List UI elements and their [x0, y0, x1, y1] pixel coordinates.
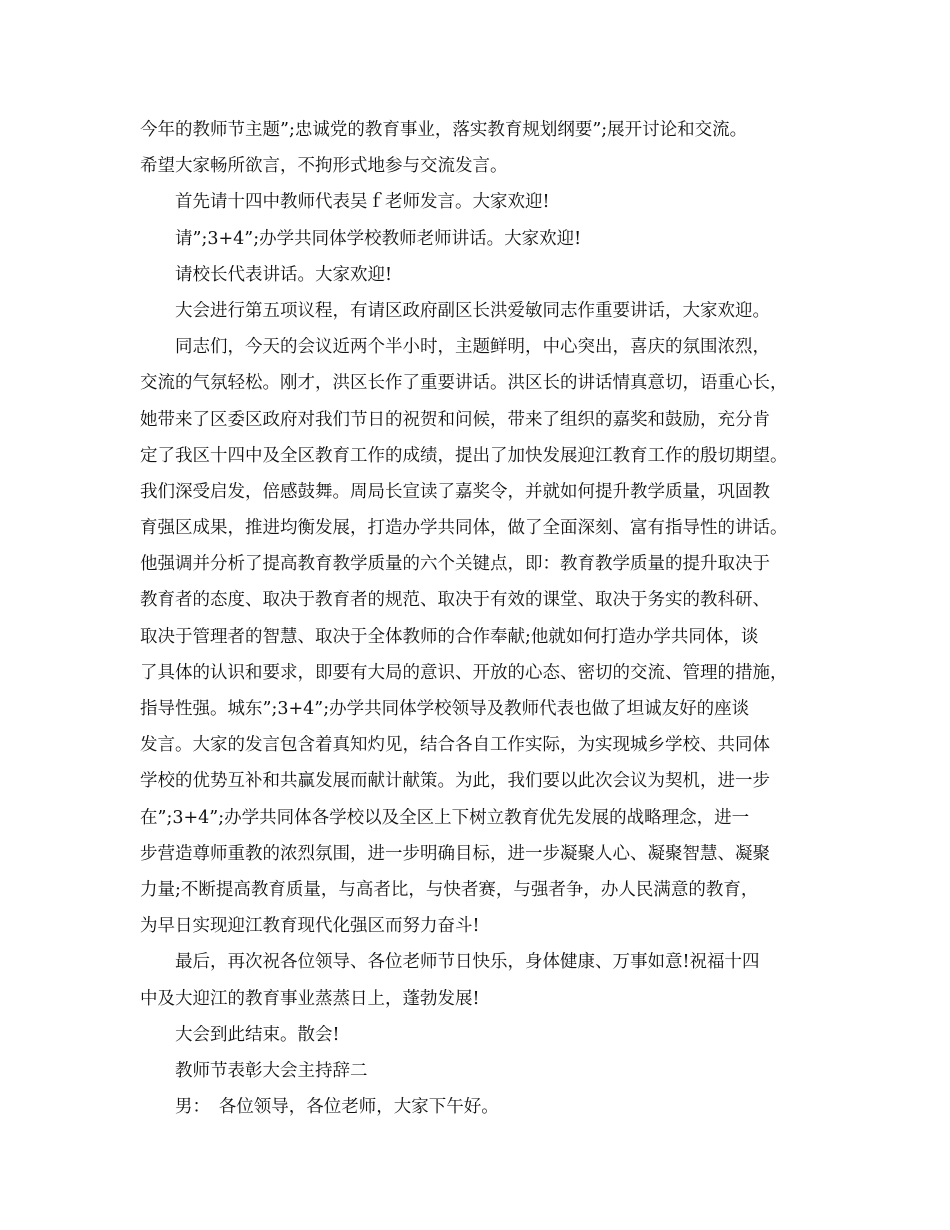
text-line: 为早日实现迎江教育现代化强区而努力奋斗!	[140, 916, 480, 937]
text-line: 交流的气氛轻松。刚才，洪区长作了重要讲话。洪区长的讲话情真意切，语重心长，	[140, 373, 788, 394]
text-line: 她带来了区委区政府对我们节日的祝贺和问候，带来了组织的嘉奖和鼓励，充分肯	[140, 409, 770, 430]
text-line: 发言。大家的发言包含着真知灼见，结合各自工作实际，为实现城乡学校、共同体	[140, 735, 770, 756]
text-line: 步营造尊师重教的浓烈氛围，进一步明确目标，进一步凝聚人心、凝聚智慧、凝聚	[140, 843, 770, 864]
text-line: 在”;3+4”;办学共同体各学校以及全区上下树立教育优先发展的战略理念，进一	[140, 807, 750, 828]
text-line: 取决于管理者的智慧、取决于全体教师的合作奉献;他就如何打造办学共同体，谈	[140, 626, 759, 647]
text-line: 大会进行第五项议程，有请区政府副区长洪爱敏同志作重要讲话，大家欢迎。	[175, 300, 770, 321]
text-line: 我们深受启发，倍感鼓舞。周局长宣读了嘉奖令，并就如何提升教学质量，巩固教	[140, 481, 770, 502]
text-line: 教育者的态度、取决于教育者的规范、取决于有效的课堂、取决于务实的教科研、	[140, 590, 770, 611]
text-line: 请校长代表讲话。大家欢迎!	[175, 264, 393, 285]
text-line: 育强区成果，推进均衡发展，打造办学共同体，做了全面深刻、富有指导性的讲话。	[140, 518, 788, 539]
text-line: 力量;不断提高教育质量，与高者比，与快者赛，与强者争，办人民满意的教育，	[140, 879, 759, 900]
text-line: 首先请十四中教师代表吴ｆ老师发言。大家欢迎!	[175, 192, 550, 213]
text-line: 他强调并分析了提高教育教学质量的六个关键点，即：教育教学质量的提升取决于	[140, 554, 770, 575]
text-line: 希望大家畅所欲言，不拘形式地参与交流发言。	[140, 156, 508, 177]
text-line: 请”;3+4”;办学共同体学校教师老师讲话。大家欢迎!	[175, 228, 582, 249]
text-line: 了具体的认识和要求，即要有大局的意识、开放的心态、密切的交流、管理的措施，	[140, 662, 788, 683]
text-line: 指导性强。城东”;3+4”;办学共同体学校领导及教师代表也做了坦诚友好的座谈	[140, 699, 750, 719]
text-line: 大会到此结束。散会!	[175, 1024, 340, 1045]
document-body	[140, 112, 830, 1125]
text-line: 中及大迎江的教育事业蒸蒸日上，蓬勃发展!	[140, 988, 480, 1009]
text-line: 最后，再次祝各位领导、各位老师节日快乐，身体健康、万事如意!祝福十四	[175, 952, 760, 973]
text-line: 同志们，今天的会议近两个半小时，主题鲜明，中心突出，喜庆的氛围浓烈，	[175, 337, 770, 358]
text-line: 男： 各位领导，各位老师，大家下午好。	[175, 1097, 499, 1118]
text-line: 学校的优势互补和共赢发展而献计献策。为此，我们要以此次会议为契机，进一步	[140, 771, 770, 792]
section-heading: 教师节表彰大会主持辞二	[175, 1060, 368, 1081]
text-line: 今年的教师节主题”;忠诚党的教育事业，落实教育规划纲要”;展开讨论和交流。	[140, 120, 748, 140]
text-line: 定了我区十四中及全区教育工作的成绩，提出了加快发展迎江教育工作的殷切期望。	[140, 445, 788, 466]
